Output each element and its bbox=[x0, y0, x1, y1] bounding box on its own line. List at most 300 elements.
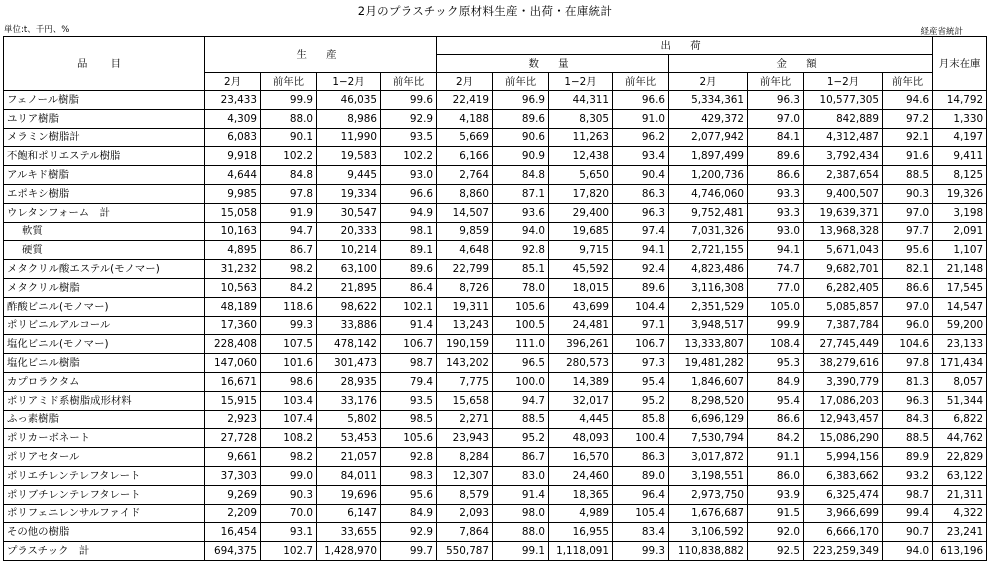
cell-amount-jan-feb: 15,086,290 bbox=[804, 429, 883, 448]
cell-amount-feb: 1,200,736 bbox=[669, 166, 748, 185]
cell-production-feb: 9,918 bbox=[205, 147, 261, 166]
cell-quantity-feb: 12,307 bbox=[437, 466, 493, 485]
cell-production-jan-feb: 19,583 bbox=[317, 147, 381, 166]
cell-amount-feb-yoy: 86.6 bbox=[748, 410, 804, 429]
cell-amount-feb: 8,298,520 bbox=[669, 391, 748, 410]
cell-quantity-jan-feb-yoy: 86.3 bbox=[613, 184, 669, 203]
table-row bbox=[4, 203, 987, 222]
cell-quantity-jan-feb: 5,650 bbox=[549, 166, 613, 185]
cell-production-jan-feb: 63,100 bbox=[317, 260, 381, 279]
cell-production-jan-feb: 98,622 bbox=[317, 297, 381, 316]
source-note: 経産省統計 bbox=[920, 27, 963, 37]
cell-quantity-jan-feb: 24,460 bbox=[549, 466, 613, 485]
cell-production-feb: 27,728 bbox=[205, 429, 261, 448]
cell-amount-jan-feb-yoy: 97.0 bbox=[883, 203, 933, 222]
cell-amount-feb: 1,897,499 bbox=[669, 147, 748, 166]
cell-month-end-stock: 21,311 bbox=[933, 485, 987, 504]
cell-amount-feb: 429,372 bbox=[669, 109, 748, 128]
cell-production-feb: 2,209 bbox=[205, 504, 261, 523]
cell-quantity-jan-feb: 4,989 bbox=[549, 504, 613, 523]
cell-production-jan-feb-yoy: 105.6 bbox=[381, 429, 437, 448]
cell-amount-feb-yoy: 92.5 bbox=[748, 542, 804, 561]
cell-production-feb-yoy: 99.3 bbox=[261, 316, 317, 335]
cell-production-feb: 48,189 bbox=[205, 297, 261, 316]
table-body bbox=[4, 91, 987, 561]
cell-quantity-jan-feb-yoy: 90.4 bbox=[613, 166, 669, 185]
cell-production-feb: 2,923 bbox=[205, 410, 261, 429]
cell-quantity-feb: 8,860 bbox=[437, 184, 493, 203]
table-row bbox=[4, 166, 987, 185]
row-item-name: ポリアセタール bbox=[4, 448, 205, 467]
cell-amount-feb: 4,746,060 bbox=[669, 184, 748, 203]
cell-quantity-feb-yoy: 93.6 bbox=[493, 203, 549, 222]
header-production-feb: 2月 bbox=[205, 73, 261, 91]
cell-quantity-jan-feb: 43,699 bbox=[549, 297, 613, 316]
cell-production-feb: 31,232 bbox=[205, 260, 261, 279]
cell-amount-jan-feb: 3,390,779 bbox=[804, 372, 883, 391]
cell-production-feb-yoy: 84.2 bbox=[261, 278, 317, 297]
cell-amount-jan-feb: 10,577,305 bbox=[804, 91, 883, 110]
cell-production-feb-yoy: 107.5 bbox=[261, 335, 317, 354]
row-item-name: ポリブチレンテレフタレート bbox=[4, 485, 205, 504]
cell-amount-feb-yoy: 95.4 bbox=[748, 391, 804, 410]
cell-amount-feb: 6,696,129 bbox=[669, 410, 748, 429]
cell-quantity-feb: 4,188 bbox=[437, 109, 493, 128]
cell-quantity-jan-feb-yoy: 89.6 bbox=[613, 278, 669, 297]
cell-quantity-jan-feb-yoy: 96.3 bbox=[613, 203, 669, 222]
cell-amount-jan-feb: 17,086,203 bbox=[804, 391, 883, 410]
cell-amount-feb: 110,838,882 bbox=[669, 542, 748, 561]
cell-amount-feb: 7,031,326 bbox=[669, 222, 748, 241]
table-row bbox=[4, 391, 987, 410]
cell-amount-feb: 9,752,481 bbox=[669, 203, 748, 222]
cell-month-end-stock: 14,547 bbox=[933, 297, 987, 316]
cell-quantity-jan-feb-yoy: 85.8 bbox=[613, 410, 669, 429]
cell-production-jan-feb: 10,214 bbox=[317, 241, 381, 260]
row-item-name: メラミン樹脂計 bbox=[4, 128, 205, 147]
cell-month-end-stock: 9,411 bbox=[933, 147, 987, 166]
cell-month-end-stock: 8,057 bbox=[933, 372, 987, 391]
cell-amount-jan-feb: 13,968,328 bbox=[804, 222, 883, 241]
cell-quantity-feb: 22,799 bbox=[437, 260, 493, 279]
cell-month-end-stock: 613,196 bbox=[933, 542, 987, 561]
cell-quantity-feb: 2,093 bbox=[437, 504, 493, 523]
cell-amount-jan-feb-yoy: 88.5 bbox=[883, 166, 933, 185]
cell-amount-feb-yoy: 91.5 bbox=[748, 504, 804, 523]
header-amount-jan-feb: 1−2月 bbox=[804, 73, 883, 91]
cell-production-feb-yoy: 98.2 bbox=[261, 260, 317, 279]
cell-amount-feb: 1,676,687 bbox=[669, 504, 748, 523]
cell-amount-feb-yoy: 86.6 bbox=[748, 166, 804, 185]
cell-quantity-feb-yoy: 85.1 bbox=[493, 260, 549, 279]
cell-amount-feb-yoy: 93.0 bbox=[748, 222, 804, 241]
header-amount-jan-feb-yoy: 前年比 bbox=[883, 73, 933, 91]
cell-quantity-feb-yoy: 99.1 bbox=[493, 542, 549, 561]
cell-amount-jan-feb: 3,966,699 bbox=[804, 504, 883, 523]
cell-production-jan-feb: 21,895 bbox=[317, 278, 381, 297]
cell-production-feb: 37,303 bbox=[205, 466, 261, 485]
cell-quantity-feb: 190,159 bbox=[437, 335, 493, 354]
row-item-name: ポリアミド系樹脂成形材料 bbox=[4, 391, 205, 410]
cell-production-jan-feb-yoy: 84.9 bbox=[381, 504, 437, 523]
cell-quantity-feb: 2,764 bbox=[437, 166, 493, 185]
cell-amount-jan-feb: 6,666,170 bbox=[804, 523, 883, 542]
cell-production-jan-feb: 21,057 bbox=[317, 448, 381, 467]
cell-amount-jan-feb-yoy: 99.4 bbox=[883, 504, 933, 523]
cell-amount-jan-feb: 5,994,156 bbox=[804, 448, 883, 467]
cell-quantity-feb: 7,864 bbox=[437, 523, 493, 542]
cell-amount-jan-feb: 12,943,457 bbox=[804, 410, 883, 429]
cell-amount-feb-yoy: 74.7 bbox=[748, 260, 804, 279]
cell-production-jan-feb: 301,473 bbox=[317, 354, 381, 373]
row-item-name: 不飽和ポリエステル樹脂 bbox=[4, 147, 205, 166]
cell-quantity-jan-feb: 18,365 bbox=[549, 485, 613, 504]
cell-quantity-jan-feb: 280,573 bbox=[549, 354, 613, 373]
cell-month-end-stock: 21,148 bbox=[933, 260, 987, 279]
cell-amount-feb-yoy: 92.0 bbox=[748, 523, 804, 542]
cell-production-jan-feb: 478,142 bbox=[317, 335, 381, 354]
cell-production-jan-feb-yoy: 89.1 bbox=[381, 241, 437, 260]
cell-production-jan-feb-yoy: 93.0 bbox=[381, 166, 437, 185]
cell-quantity-jan-feb-yoy: 97.1 bbox=[613, 316, 669, 335]
table-row bbox=[4, 128, 987, 147]
cell-quantity-jan-feb: 32,017 bbox=[549, 391, 613, 410]
cell-quantity-feb-yoy: 78.0 bbox=[493, 278, 549, 297]
cell-amount-jan-feb-yoy: 104.6 bbox=[883, 335, 933, 354]
cell-production-jan-feb: 33,176 bbox=[317, 391, 381, 410]
header-amount: 金 額 bbox=[669, 55, 933, 73]
cell-production-jan-feb-yoy: 94.9 bbox=[381, 203, 437, 222]
cell-quantity-feb-yoy: 88.5 bbox=[493, 410, 549, 429]
cell-amount-feb: 3,948,517 bbox=[669, 316, 748, 335]
table-row bbox=[4, 372, 987, 391]
cell-production-feb: 4,644 bbox=[205, 166, 261, 185]
cell-month-end-stock: 14,792 bbox=[933, 91, 987, 110]
cell-production-jan-feb-yoy: 95.6 bbox=[381, 485, 437, 504]
cell-quantity-feb-yoy: 90.9 bbox=[493, 147, 549, 166]
cell-amount-jan-feb-yoy: 82.1 bbox=[883, 260, 933, 279]
row-item-name: ポリフェニレンサルファイド bbox=[4, 504, 205, 523]
cell-quantity-jan-feb: 1,118,091 bbox=[549, 542, 613, 561]
cell-production-jan-feb-yoy: 93.5 bbox=[381, 128, 437, 147]
header-quantity-jan-feb: 1−2月 bbox=[549, 73, 613, 91]
table-row bbox=[4, 278, 987, 297]
cell-amount-jan-feb-yoy: 90.7 bbox=[883, 523, 933, 542]
cell-amount-feb-yoy: 105.0 bbox=[748, 297, 804, 316]
cell-quantity-jan-feb: 4,445 bbox=[549, 410, 613, 429]
cell-quantity-jan-feb-yoy: 89.0 bbox=[613, 466, 669, 485]
cell-production-feb-yoy: 107.4 bbox=[261, 410, 317, 429]
cell-production-feb-yoy: 98.6 bbox=[261, 372, 317, 391]
table-row bbox=[4, 109, 987, 128]
cell-amount-jan-feb-yoy: 96.3 bbox=[883, 391, 933, 410]
cell-amount-jan-feb-yoy: 97.8 bbox=[883, 354, 933, 373]
header-month-end-stock: 月末在庫 bbox=[933, 37, 987, 91]
cell-quantity-feb: 14,507 bbox=[437, 203, 493, 222]
table-row bbox=[4, 184, 987, 203]
cell-amount-jan-feb: 9,400,507 bbox=[804, 184, 883, 203]
header-item: 品 目 bbox=[4, 37, 205, 91]
cell-amount-feb-yoy: 93.3 bbox=[748, 203, 804, 222]
cell-quantity-feb-yoy: 87.1 bbox=[493, 184, 549, 203]
cell-production-feb-yoy: 101.6 bbox=[261, 354, 317, 373]
header-production-jan-feb: 1−2月 bbox=[317, 73, 381, 91]
cell-production-jan-feb-yoy: 91.4 bbox=[381, 316, 437, 335]
cell-month-end-stock: 19,326 bbox=[933, 184, 987, 203]
cell-production-feb-yoy: 84.8 bbox=[261, 166, 317, 185]
cell-production-feb-yoy: 102.7 bbox=[261, 542, 317, 561]
cell-amount-feb: 2,077,942 bbox=[669, 128, 748, 147]
cell-quantity-jan-feb-yoy: 106.7 bbox=[613, 335, 669, 354]
cell-production-feb: 9,985 bbox=[205, 184, 261, 203]
cell-amount-feb-yoy: 86.0 bbox=[748, 466, 804, 485]
cell-amount-jan-feb-yoy: 97.0 bbox=[883, 297, 933, 316]
cell-quantity-jan-feb: 17,820 bbox=[549, 184, 613, 203]
table-row bbox=[4, 466, 987, 485]
row-item-name: アルキド樹脂 bbox=[4, 166, 205, 185]
cell-production-jan-feb-yoy: 98.5 bbox=[381, 410, 437, 429]
cell-quantity-feb: 143,202 bbox=[437, 354, 493, 373]
cell-production-jan-feb-yoy: 99.6 bbox=[381, 91, 437, 110]
cell-quantity-jan-feb-yoy: 86.3 bbox=[613, 448, 669, 467]
cell-production-feb-yoy: 99.9 bbox=[261, 91, 317, 110]
cell-month-end-stock: 8,125 bbox=[933, 166, 987, 185]
cell-production-jan-feb-yoy: 96.6 bbox=[381, 184, 437, 203]
cell-amount-feb-yoy: 99.9 bbox=[748, 316, 804, 335]
cell-amount-jan-feb: 4,312,487 bbox=[804, 128, 883, 147]
cell-production-feb: 16,454 bbox=[205, 523, 261, 542]
cell-month-end-stock: 63,122 bbox=[933, 466, 987, 485]
cell-production-feb: 15,915 bbox=[205, 391, 261, 410]
cell-production-jan-feb: 33,655 bbox=[317, 523, 381, 542]
cell-quantity-feb: 22,419 bbox=[437, 91, 493, 110]
table-row bbox=[4, 542, 987, 561]
table-row bbox=[4, 335, 987, 354]
cell-production-feb-yoy: 99.0 bbox=[261, 466, 317, 485]
cell-quantity-feb-yoy: 83.0 bbox=[493, 466, 549, 485]
cell-production-jan-feb: 30,547 bbox=[317, 203, 381, 222]
cell-quantity-jan-feb-yoy: 95.2 bbox=[613, 391, 669, 410]
cell-amount-feb-yoy: 84.9 bbox=[748, 372, 804, 391]
cell-production-feb-yoy: 93.1 bbox=[261, 523, 317, 542]
cell-production-feb-yoy: 97.8 bbox=[261, 184, 317, 203]
cell-production-feb: 228,408 bbox=[205, 335, 261, 354]
cell-amount-jan-feb-yoy: 97.7 bbox=[883, 222, 933, 241]
cell-quantity-jan-feb: 14,389 bbox=[549, 372, 613, 391]
cell-production-jan-feb-yoy: 102.1 bbox=[381, 297, 437, 316]
cell-quantity-jan-feb-yoy: 97.4 bbox=[613, 222, 669, 241]
cell-production-jan-feb-yoy: 98.1 bbox=[381, 222, 437, 241]
header-amount-feb-yoy: 前年比 bbox=[748, 73, 804, 91]
cell-production-feb: 17,360 bbox=[205, 316, 261, 335]
cell-month-end-stock: 171,434 bbox=[933, 354, 987, 373]
cell-quantity-jan-feb: 48,093 bbox=[549, 429, 613, 448]
cell-production-jan-feb: 8,986 bbox=[317, 109, 381, 128]
row-item-name: ユリア樹脂 bbox=[4, 109, 205, 128]
cell-quantity-feb: 23,943 bbox=[437, 429, 493, 448]
cell-quantity-feb: 4,648 bbox=[437, 241, 493, 260]
cell-amount-jan-feb: 9,682,701 bbox=[804, 260, 883, 279]
cell-month-end-stock: 23,133 bbox=[933, 335, 987, 354]
cell-amount-feb: 4,823,486 bbox=[669, 260, 748, 279]
cell-amount-feb-yoy: 94.1 bbox=[748, 241, 804, 260]
cell-quantity-feb-yoy: 90.6 bbox=[493, 128, 549, 147]
cell-amount-feb: 3,106,592 bbox=[669, 523, 748, 542]
cell-production-jan-feb-yoy: 93.5 bbox=[381, 391, 437, 410]
cell-quantity-jan-feb-yoy: 91.0 bbox=[613, 109, 669, 128]
cell-production-jan-feb: 19,334 bbox=[317, 184, 381, 203]
cell-quantity-feb-yoy: 98.0 bbox=[493, 504, 549, 523]
table-row bbox=[4, 448, 987, 467]
cell-production-jan-feb: 6,147 bbox=[317, 504, 381, 523]
cell-quantity-jan-feb: 44,311 bbox=[549, 91, 613, 110]
cell-production-feb: 10,163 bbox=[205, 222, 261, 241]
table-row bbox=[4, 241, 987, 260]
cell-production-feb: 23,433 bbox=[205, 91, 261, 110]
cell-quantity-feb: 7,775 bbox=[437, 372, 493, 391]
cell-quantity-jan-feb: 16,955 bbox=[549, 523, 613, 542]
cell-amount-feb: 2,973,750 bbox=[669, 485, 748, 504]
table-row bbox=[4, 260, 987, 279]
header-shipment: 出 荷 bbox=[437, 37, 933, 55]
cell-amount-jan-feb-yoy: 92.1 bbox=[883, 128, 933, 147]
cell-quantity-feb: 5,669 bbox=[437, 128, 493, 147]
cell-production-jan-feb-yoy: 98.3 bbox=[381, 466, 437, 485]
row-item-name: メタクリル樹脂 bbox=[4, 278, 205, 297]
cell-amount-jan-feb-yoy: 95.6 bbox=[883, 241, 933, 260]
cell-production-feb-yoy: 103.4 bbox=[261, 391, 317, 410]
cell-quantity-jan-feb: 16,570 bbox=[549, 448, 613, 467]
row-item-name: プラスチック 計 bbox=[4, 542, 205, 561]
cell-production-jan-feb-yoy: 106.7 bbox=[381, 335, 437, 354]
cell-production-feb: 9,269 bbox=[205, 485, 261, 504]
cell-production-jan-feb: 19,696 bbox=[317, 485, 381, 504]
row-item-name: フェノール樹脂 bbox=[4, 91, 205, 110]
cell-month-end-stock: 59,200 bbox=[933, 316, 987, 335]
cell-production-jan-feb-yoy: 89.6 bbox=[381, 260, 437, 279]
row-item-name: その他の樹脂 bbox=[4, 523, 205, 542]
cell-quantity-feb: 8,284 bbox=[437, 448, 493, 467]
cell-amount-jan-feb: 7,387,784 bbox=[804, 316, 883, 335]
cell-quantity-feb-yoy: 91.4 bbox=[493, 485, 549, 504]
cell-quantity-feb-yoy: 111.0 bbox=[493, 335, 549, 354]
cell-amount-jan-feb-yoy: 98.7 bbox=[883, 485, 933, 504]
cell-production-feb: 10,563 bbox=[205, 278, 261, 297]
cell-amount-feb-yoy: 84.2 bbox=[748, 429, 804, 448]
row-item-name: 軟質 bbox=[4, 222, 205, 241]
cell-production-jan-feb-yoy: 86.4 bbox=[381, 278, 437, 297]
cell-production-jan-feb: 46,035 bbox=[317, 91, 381, 110]
cell-amount-jan-feb: 5,085,857 bbox=[804, 297, 883, 316]
table-row bbox=[4, 429, 987, 448]
table-row bbox=[4, 523, 987, 542]
cell-amount-jan-feb: 6,325,474 bbox=[804, 485, 883, 504]
cell-amount-feb-yoy: 108.4 bbox=[748, 335, 804, 354]
cell-month-end-stock: 4,197 bbox=[933, 128, 987, 147]
cell-quantity-jan-feb-yoy: 99.3 bbox=[613, 542, 669, 561]
cell-production-feb-yoy: 88.0 bbox=[261, 109, 317, 128]
cell-production-feb-yoy: 70.0 bbox=[261, 504, 317, 523]
table-row bbox=[4, 504, 987, 523]
cell-amount-feb: 2,351,529 bbox=[669, 297, 748, 316]
cell-month-end-stock: 2,091 bbox=[933, 222, 987, 241]
cell-amount-feb: 2,721,155 bbox=[669, 241, 748, 260]
cell-production-jan-feb: 1,428,970 bbox=[317, 542, 381, 561]
cell-amount-feb-yoy: 93.9 bbox=[748, 485, 804, 504]
cell-amount-jan-feb-yoy: 88.5 bbox=[883, 429, 933, 448]
cell-amount-feb: 3,017,872 bbox=[669, 448, 748, 467]
cell-production-feb: 15,058 bbox=[205, 203, 261, 222]
cell-month-end-stock: 17,545 bbox=[933, 278, 987, 297]
cell-month-end-stock: 44,762 bbox=[933, 429, 987, 448]
cell-production-feb: 147,060 bbox=[205, 354, 261, 373]
cell-quantity-jan-feb-yoy: 100.4 bbox=[613, 429, 669, 448]
cell-production-feb: 6,083 bbox=[205, 128, 261, 147]
cell-production-feb: 694,375 bbox=[205, 542, 261, 561]
cell-amount-jan-feb: 2,387,654 bbox=[804, 166, 883, 185]
row-item-name: ポリカーボネート bbox=[4, 429, 205, 448]
cell-quantity-jan-feb-yoy: 104.4 bbox=[613, 297, 669, 316]
cell-quantity-feb-yoy: 100.5 bbox=[493, 316, 549, 335]
row-item-name: エポキシ樹脂 bbox=[4, 184, 205, 203]
statistics-table bbox=[3, 36, 987, 561]
cell-production-feb: 9,661 bbox=[205, 448, 261, 467]
cell-quantity-jan-feb: 8,305 bbox=[549, 109, 613, 128]
cell-production-jan-feb: 53,453 bbox=[317, 429, 381, 448]
cell-quantity-jan-feb-yoy: 96.4 bbox=[613, 485, 669, 504]
cell-quantity-feb: 15,658 bbox=[437, 391, 493, 410]
cell-month-end-stock: 23,241 bbox=[933, 523, 987, 542]
row-item-name: ポリエチレンテレフタレート bbox=[4, 466, 205, 485]
table-row bbox=[4, 410, 987, 429]
cell-production-jan-feb: 5,802 bbox=[317, 410, 381, 429]
row-item-name: ウレタンフォーム 計 bbox=[4, 203, 205, 222]
table-row bbox=[4, 297, 987, 316]
header-amount-feb: 2月 bbox=[669, 73, 748, 91]
cell-quantity-feb-yoy: 84.8 bbox=[493, 166, 549, 185]
cell-amount-jan-feb-yoy: 97.2 bbox=[883, 109, 933, 128]
cell-production-jan-feb: 84,011 bbox=[317, 466, 381, 485]
cell-amount-jan-feb: 38,279,616 bbox=[804, 354, 883, 373]
cell-amount-feb-yoy: 93.3 bbox=[748, 184, 804, 203]
cell-production-feb-yoy: 90.3 bbox=[261, 485, 317, 504]
cell-amount-feb: 7,530,794 bbox=[669, 429, 748, 448]
cell-amount-feb: 13,333,807 bbox=[669, 335, 748, 354]
cell-quantity-feb: 9,859 bbox=[437, 222, 493, 241]
cell-amount-jan-feb-yoy: 89.9 bbox=[883, 448, 933, 467]
unit-note: 単位:t、千円、% bbox=[4, 25, 70, 35]
cell-quantity-feb-yoy: 105.6 bbox=[493, 297, 549, 316]
cell-production-jan-feb-yoy: 92.9 bbox=[381, 523, 437, 542]
cell-amount-jan-feb-yoy: 93.2 bbox=[883, 466, 933, 485]
cell-amount-jan-feb: 3,792,434 bbox=[804, 147, 883, 166]
cell-amount-feb-yoy: 96.3 bbox=[748, 91, 804, 110]
header-production-feb-yoy: 前年比 bbox=[261, 73, 317, 91]
cell-quantity-feb-yoy: 100.0 bbox=[493, 372, 549, 391]
cell-production-jan-feb: 20,333 bbox=[317, 222, 381, 241]
cell-production-jan-feb-yoy: 92.8 bbox=[381, 448, 437, 467]
cell-month-end-stock: 1,330 bbox=[933, 109, 987, 128]
row-item-name: カプロラクタム bbox=[4, 372, 205, 391]
cell-amount-jan-feb-yoy: 94.6 bbox=[883, 91, 933, 110]
cell-amount-feb: 5,334,361 bbox=[669, 91, 748, 110]
cell-quantity-feb-yoy: 95.2 bbox=[493, 429, 549, 448]
cell-quantity-jan-feb: 19,685 bbox=[549, 222, 613, 241]
cell-quantity-feb-yoy: 92.8 bbox=[493, 241, 549, 260]
cell-production-jan-feb-yoy: 99.7 bbox=[381, 542, 437, 561]
cell-quantity-jan-feb: 45,592 bbox=[549, 260, 613, 279]
cell-month-end-stock: 22,829 bbox=[933, 448, 987, 467]
